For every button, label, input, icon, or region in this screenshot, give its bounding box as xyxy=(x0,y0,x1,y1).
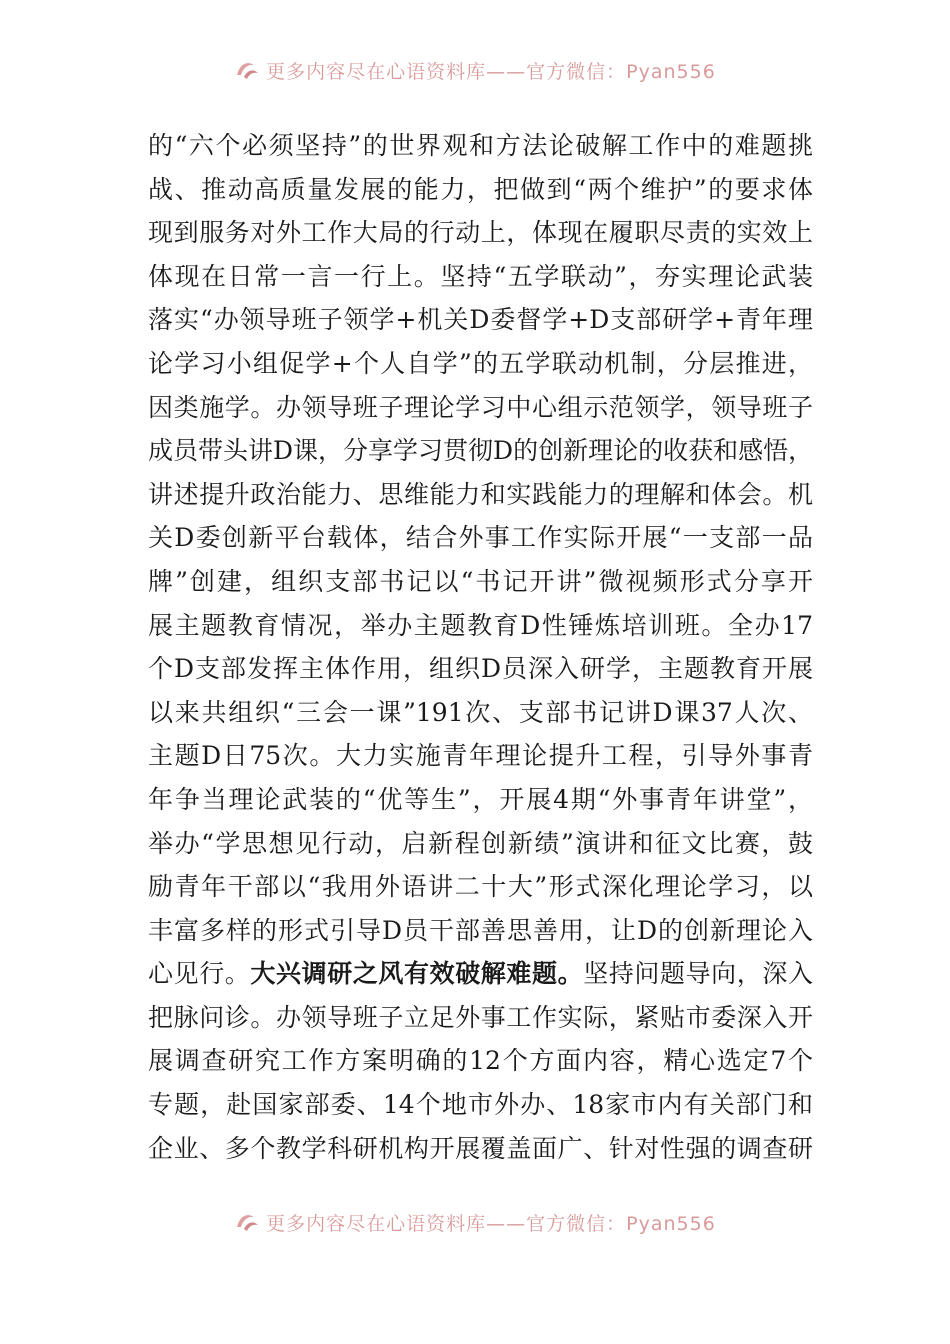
watermark-text: 更多内容尽在心语资料库——官方微信：Pyan556 xyxy=(266,60,716,83)
text-line: 个D支部发挥主体作用，组织D员深入研学，主题教育开展 xyxy=(148,654,813,684)
text-line: 把脉问诊。办领导班子立足外事工作实际，紧贴市委深入开 xyxy=(148,1002,813,1032)
text-line: 落实“办领导班子领学+机关D委督学+D支部研学+青年理 xyxy=(148,305,813,335)
text-line: 论学习小组促学+个人自学”的五学联动机制，分层推进， xyxy=(148,348,813,378)
text-line: 关D委创新平台载体，结合外事工作实际开展“一支部一品 xyxy=(148,523,813,553)
text-segment: 心见行。 xyxy=(148,959,251,989)
document-body xyxy=(148,124,813,1170)
text-line: 的“六个必须坚持”的世界观和方法论破解工作中的难题挑 xyxy=(148,131,813,160)
text-line: 以来共组织“三会一课”191次、支部书记讲D课37人次、 xyxy=(148,697,813,727)
text-line: 因类施学。办领导班子理论学习中心组示范领学，领导班子 xyxy=(148,392,813,422)
text-line: 讲述提升政治能力、思维能力和实践能力的理解和体会。机 xyxy=(148,479,813,509)
header-watermark xyxy=(0,50,950,90)
footer-watermark xyxy=(0,1202,950,1242)
text-line: 现到服务对外工作大局的行动上，体现在履职尽责的实效上 xyxy=(148,218,813,248)
text-line: 举办“学思想见行动，启新程创新绩”演讲和征文比赛，鼓 xyxy=(148,828,813,858)
text-line: 专题，赴国家部委、14个地市外办、18家市内有关部门和 xyxy=(148,1090,813,1120)
section-heading-inline: 大兴调研之风有效破解难题。 xyxy=(250,959,584,989)
text-line: 牌”创建，组织支部书记以“书记开讲”微视频形式分享开 xyxy=(148,566,813,596)
text-line: 展主题教育情况，举办主题教育D性锤炼培训班。全办17 xyxy=(148,610,813,640)
text-line: 战、推动高质量发展的能力，把做到“两个维护”的要求体 xyxy=(148,174,813,204)
text-line: 励青年干部以“我用外语讲二十大”形式深化理论学习，以 xyxy=(148,872,813,902)
text-line: 成员带头讲D课，分享学习贯彻D的创新理论的收获和感悟， xyxy=(148,436,814,466)
text-line: 企业、多个教学科研机构开展覆盖面广、针对性强的调查研 xyxy=(148,1133,813,1163)
text-line: 年争当理论武装的“优等生”，开展4期“外事青年讲堂”， xyxy=(148,784,813,814)
logo-icon xyxy=(234,1211,260,1233)
text-line: 丰富多样的形式引导D员干部善思善用，让D的创新理论入 xyxy=(148,915,813,945)
text-line: 体现在日常一言一行上。坚持“五学联动”，夯实理论武装 xyxy=(148,261,813,291)
logo-icon xyxy=(234,59,260,81)
text-line: 主题D日75次。大力实施青年理论提升工程，引导外事青 xyxy=(148,741,813,771)
watermark-text: 更多内容尽在心语资料库——官方微信：Pyan556 xyxy=(266,1212,716,1235)
text-line-mixed xyxy=(148,952,813,996)
text-segment: 坚持问题导向，深入 xyxy=(583,959,813,989)
text-line: 展调查研究工作方案明确的12个方面内容，精心选定7个 xyxy=(148,1046,813,1076)
